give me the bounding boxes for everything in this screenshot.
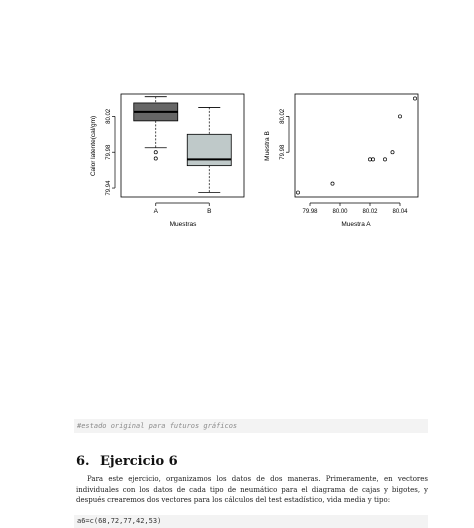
scatter-ylabel: Muestra B	[264, 131, 271, 161]
boxplot-ylabel: Calor latente(cal/gm)	[90, 115, 97, 177]
scatter-chart	[264, 94, 418, 228]
boxplot-y-tick-label: 79.94	[106, 180, 112, 196]
body-paragraph: Para este ejercicio, organizamos los datos de dos maneras. Primeramente, en vectores individuales con los datos de cada tipo de neumático para el diagrama de cajas y bigotes, y después crearemos dos vectores para los cálculos del test estadístico, vida media y tipo:	[76, 475, 428, 505]
boxplot-outlier-point	[154, 151, 157, 154]
section-heading	[76, 454, 178, 469]
section-title: Ejercicio 6	[100, 454, 178, 469]
section-number: 6.	[76, 454, 90, 469]
scatter-marks	[296, 97, 416, 194]
scatter-frame	[295, 94, 418, 197]
scatter-point	[383, 158, 386, 161]
boxplot-outlier-point	[154, 157, 157, 160]
scatter-x-tick-label: 79.98	[302, 209, 318, 215]
boxplot-xlabel: Muestras	[169, 221, 197, 228]
boxplot-box-B	[187, 107, 231, 192]
code-line: a6=c(68,72,77,42,53)	[77, 517, 162, 525]
boxplot-marks	[134, 97, 232, 193]
boxplot-x-tick-label: A	[153, 208, 158, 215]
boxplot-box-body	[187, 134, 231, 165]
boxplot-y-tick-label: 79.98	[106, 144, 112, 160]
scatter-point	[398, 115, 401, 118]
scatter-point	[413, 97, 416, 100]
scatter-x-tick-label: 80.02	[362, 209, 378, 215]
scatter-point	[391, 151, 394, 154]
scatter-point	[331, 182, 334, 185]
scatter-xlabel: Muestra A	[341, 221, 371, 228]
code-block	[74, 515, 428, 528]
scatter-point	[296, 191, 299, 194]
scatter-y-tick-label: 80.02	[280, 108, 286, 124]
boxplot-y-axis	[106, 108, 115, 195]
code-comment: #estado original para futuros gráficos	[77, 422, 238, 430]
scatter-x-axis	[302, 203, 408, 215]
scatter-x-tick-label: 80.04	[392, 209, 408, 215]
scatter-y-axis	[280, 108, 289, 160]
scatter-y-tick-label: 79.98	[280, 144, 286, 160]
boxplot-chart	[90, 94, 244, 228]
boxplot-box-A	[134, 97, 178, 160]
boxplot-y-tick-label: 80.02	[106, 108, 112, 124]
boxplot-x-tick-label: B	[207, 208, 212, 215]
scatter-x-tick-label: 80.00	[332, 209, 348, 215]
code-comment-block	[74, 419, 428, 433]
boxplot-x-axis	[154, 203, 212, 215]
